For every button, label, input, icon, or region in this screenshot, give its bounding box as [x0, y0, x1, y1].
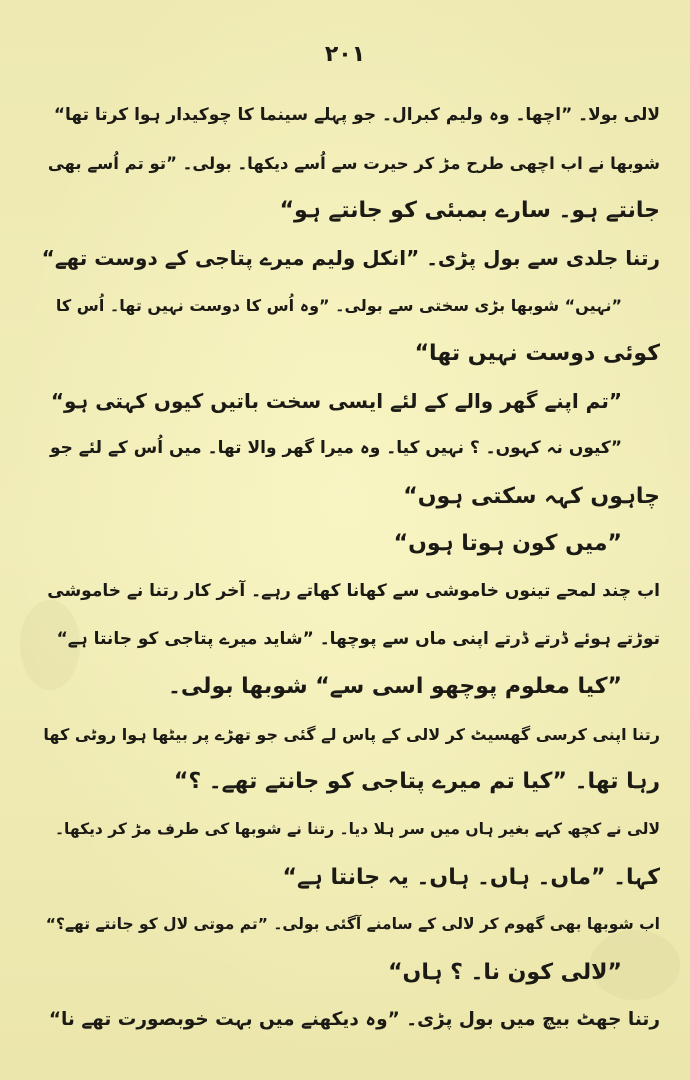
text-line: اب چند لمحے تینوں خاموشی سے کھانا کھاتے رہے۔ آخر کار رتنا نے خاموشی: [47, 580, 660, 601]
text-line: توڑتے ہوئے ڈرتے ڈرتے اپنی ماں سے پوچھا۔ ”شاید میرے پتاجی کو جانتا ہے“: [56, 628, 660, 649]
text-line: رتنا اپنی کرسی گھسیٹ کر لالی کے پاس لے گئی جو تھڑے پر بیٹھا ہوا روٹی کھا: [43, 724, 660, 744]
text-line: کوئی دوست نہیں تھا“: [414, 340, 660, 366]
text-line: ”میں کون ہوتا ہوں“: [393, 531, 622, 557]
text-line: کہا۔ ”ماں۔ ہاں۔ ہاں۔ یہ جانتا ہے“: [282, 864, 660, 890]
text-line: ”لالی کون نا۔ ؟ ہاں“: [388, 959, 622, 985]
text-line: اب شوبھا بھی گھوم کر لالی کے سامنے آگئی بولی۔ ”تم موتی لال کو جانتے تھے؟“: [45, 915, 660, 934]
text-line: ”کیوں نہ کہوں۔ ؟ نہیں کیا۔ وہ میرا گھر والا تھا۔ میں اُس کے لئے جو: [49, 438, 622, 459]
text-line: لالی بولا۔ ”اچھا۔ وہ ولیم کبرال۔ جو پہلے سینما کا چوکیدار ہوا کرتا تھا“: [53, 105, 660, 125]
text-line: جانتے ہو۔ سارے بمبئی کو جانتے ہو“: [279, 198, 660, 224]
text-line: چاہوں کہہ سکتی ہوں“: [403, 483, 660, 509]
text-line: لالی نے کچھ کہے بغیر ہاں میں سر ہلا دیا۔ رتنا نے شوبھا کی طرف مڑ کر دیکھا۔: [54, 819, 660, 838]
text-line: ”تم اپنے گھر والے کے لئے ایسی سخت باتیں کیوں کہتی ہو“: [50, 388, 622, 413]
text-line: ”نہیں“ شوبھا بڑی سختی سے بولی۔ ”وہ اُس کا دوست نہیں تھا۔ اُس کا: [55, 296, 622, 316]
text-line: ”کیا معلوم پوچھو اسی سے“ شوبھا بولی۔: [168, 674, 622, 700]
page-number: ۲۰۱: [324, 42, 366, 67]
page-text: [40, 92, 660, 1044]
text-line: شوبھا نے اب اچھی طرح مڑ کر حیرت سے اُسے دیکھا۔ بولی۔ ”تو تم اُسے بھی: [47, 153, 660, 173]
text-line: رہا تھا۔ ”کیا تم میرے پتاجی کو جانتے تھے۔ ؟“: [173, 769, 660, 795]
text-line: رتنا جلدی سے بول پڑی۔ ”انکل ولیم میرے پتاجی کے دوست تھے“: [41, 245, 660, 270]
text-line: رتنا جھٹ بیچ میں بول پڑی۔ ”وہ دیکھنے میں بہت خوبصورت تھے نا“: [48, 1009, 660, 1031]
